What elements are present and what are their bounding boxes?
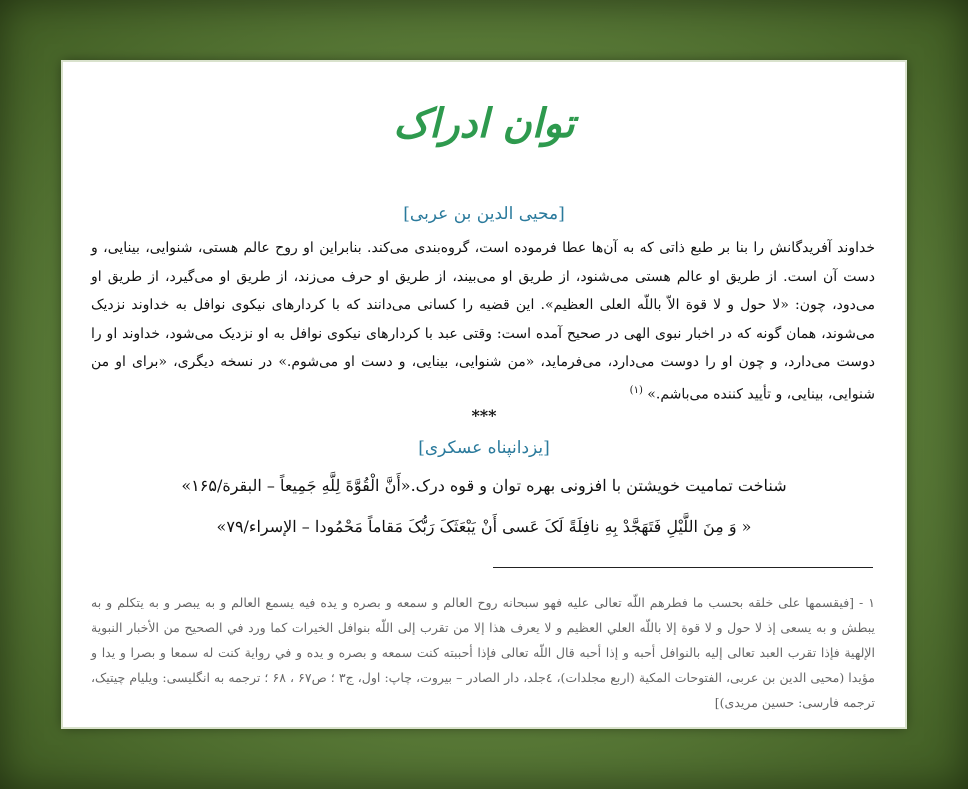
main-paragraph — [91, 234, 875, 409]
author-ibn-arabi: [محیی الدین بن عربی] — [403, 204, 565, 224]
verse-line-2: « وَ مِنَ اللَّیْلِ فَتَهَجَّدْ بِهِ نافِلَةً لَکَ عَسى‏ أَنْ یَبْعَثَکَ رَبُّکَ مَقاماً مَحْمُودا – الإسراء/۷۹» — [216, 517, 752, 536]
footnote-rule — [493, 567, 873, 568]
footnote: ۱ - [فیقسمها على خلقه بحسب ما فطرهم اللّه تعالى عليه فهو سبحانه روح العالم و سمعه و بصره و يده فيه يسمع العالم و به يبصر و به يتكلم و به يبطش و به يسعى إذ لا حول و لا قوة إلا باللّه العلي العظيم و لا يعرف هذا إلا من تقرب إلى اللّه بنوافل الخيرات كما ورد في الصحيح من الأخبار النبوية الإلهية فإذا تقرب العبد تعالى إليه بالنوافل أحبه و إذا أحبه قال اللّه تعالى فإذا أحببته كنت سمعه و بصره و يده و في رواية كنت له سمعا و بصرا و يدا و مؤيدا (محیی الدین بن عربی، الفتوحات المكية (اربع مجلدات)، ٤جلد، دار الصادر – بيروت، چاپ: اول، ج۳ ؛ ص۶۷ ، ۶۸ ؛ ترجمه به انگلیسی: ویلیام چیتیک، ترجمه فارسی: حسین مریدی)] — [91, 595, 875, 710]
paragraph-text: خداوند آفریدگانش را بنا بر طبع ذاتی که به آن‌ها عطا فرموده است، گروه‌بندی می‌کند. بنابراین او روح عالم هستی، شنوایی، بینایی، و دست آن است. از طریق او عالم هستی می‌شنود، از طریق او می‌بیند، از طریق او حرف می‌زند، از طریق او می‌گیرد، از طریق او می‌دود، چون: «لا حول و لا قوة الاّ باللّه العلی العظیم». این قضیه را کسانی می‌دانند که با کردارهای نیکوی نوافل به خداوند نزدیک می‌شوند، همان گونه که در اخبار نبوی الهی در صحیح آمده است: وقتی عبد با کردارهای نیکوی نوافل به او نزدیک می‌شود، خداوند او را دوست می‌دارد، و چون او را دوست می‌دارد، می‌فرماید، «من شنوایی، بینایی، و دست او می‌شوم.» در نسخه دیگری، «برای او من شنوایی، بینایی، و تأیید کننده می‌باشم.» — [91, 240, 875, 403]
document-page — [63, 62, 905, 727]
page-title: توان ادراک — [393, 100, 575, 147]
verse-line-1: شناخت تمامیت خویشتن با افزونی بهره توان و قوه درک.«أَنَّ الْقُوَّةَ لِلَّهِ جَمِیعاً – البقرة/۱۶۵» — [181, 476, 787, 495]
separator: *** — [471, 406, 497, 425]
footnote-reference: (۱) — [629, 384, 643, 396]
author-yazdanpanah-askari: [یزدانپناه عسکری] — [418, 438, 550, 458]
